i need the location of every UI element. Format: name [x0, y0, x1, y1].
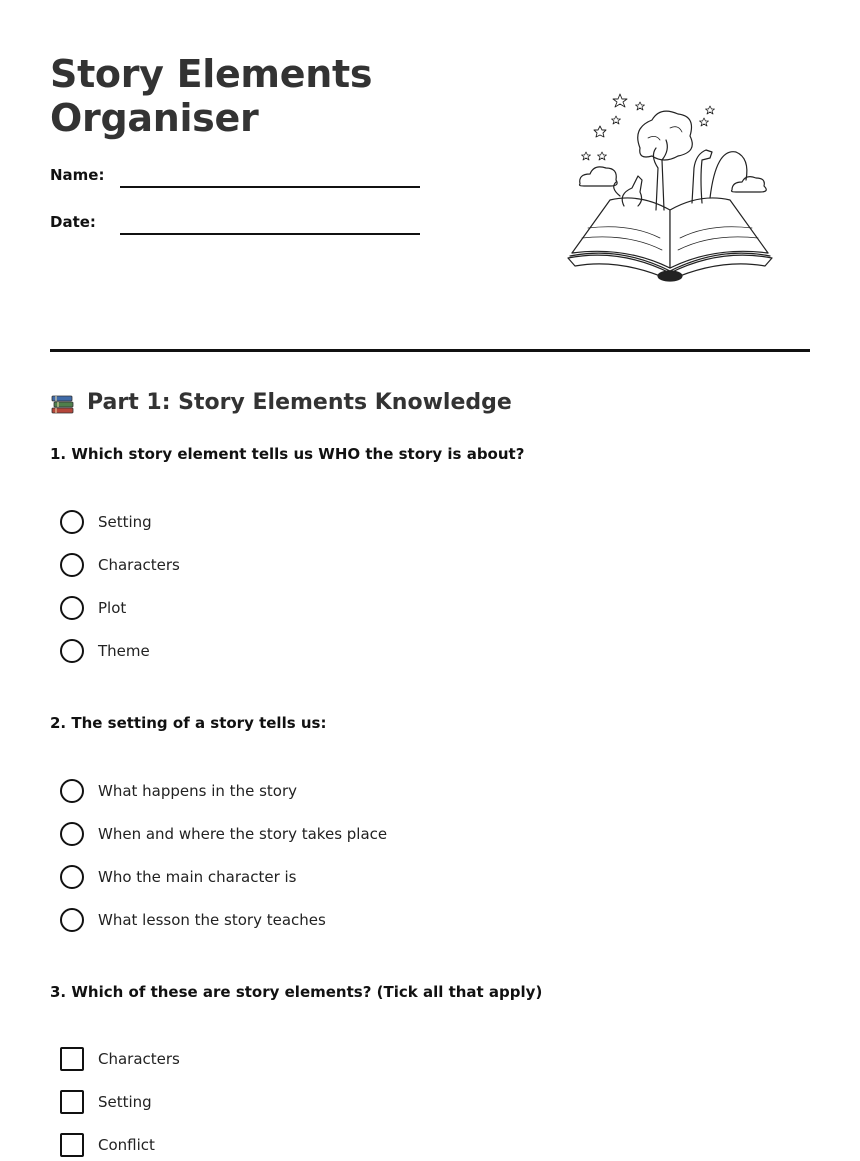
title-line-1: Story Elements: [50, 52, 373, 96]
option-label: Setting: [98, 1093, 152, 1111]
option-label: What lesson the story teaches: [98, 911, 326, 929]
question-3: 3. Which of these are story elements? (Tick all that apply): [50, 983, 543, 1001]
radio-button[interactable]: [60, 865, 84, 889]
option-label: Conflict: [98, 1136, 155, 1154]
q1-option-theme[interactable]: [60, 638, 150, 664]
option-label: Plot: [98, 599, 127, 617]
date-label: Date:: [50, 213, 96, 231]
q2-option-when-where[interactable]: [60, 821, 387, 847]
name-line[interactable]: [120, 186, 420, 188]
part-1-title-text: Part 1: Story Elements Knowledge: [87, 390, 512, 415]
q2-option-lesson[interactable]: [60, 907, 326, 933]
page-title: [50, 52, 372, 140]
option-label: Characters: [98, 1050, 180, 1068]
option-label: Setting: [98, 513, 152, 531]
option-label: Who the main character is: [98, 868, 297, 886]
option-label: When and where the story takes place: [98, 825, 388, 843]
option-label: Characters: [98, 556, 180, 574]
part-1-title: [50, 388, 512, 418]
checkbox[interactable]: [60, 1090, 84, 1114]
q1-option-setting[interactable]: [60, 509, 152, 535]
q2-option-main-character[interactable]: [60, 864, 297, 890]
q3-option-characters[interactable]: [60, 1046, 180, 1072]
name-field[interactable]: [50, 160, 430, 190]
question-1: 1. Which story element tells us WHO the story is about?: [50, 445, 525, 463]
radio-button[interactable]: [60, 639, 84, 663]
radio-button[interactable]: [60, 822, 84, 846]
question-2: 2. The setting of a story tells us:: [50, 714, 327, 732]
date-line[interactable]: [120, 233, 420, 235]
date-field[interactable]: [50, 207, 430, 237]
q1-option-characters[interactable]: [60, 552, 180, 578]
title-line-2: Organiser: [50, 96, 259, 140]
q3-option-setting[interactable]: [60, 1089, 152, 1115]
checkbox[interactable]: [60, 1133, 84, 1157]
radio-button[interactable]: [60, 553, 84, 577]
q3-option-conflict[interactable]: [60, 1132, 155, 1158]
radio-button[interactable]: [60, 908, 84, 932]
radio-button[interactable]: [60, 779, 84, 803]
radio-button[interactable]: [60, 510, 84, 534]
section-divider: [50, 349, 810, 352]
option-label: Theme: [98, 642, 150, 660]
name-label: Name:: [50, 166, 105, 184]
q2-option-what-happens[interactable]: [60, 778, 297, 804]
open-book-story-illustration-icon: [560, 88, 780, 288]
radio-button[interactable]: [60, 596, 84, 620]
option-label: What happens in the story: [98, 782, 297, 800]
checkbox[interactable]: [60, 1047, 84, 1071]
q1-option-plot[interactable]: [60, 595, 126, 621]
books-icon: [50, 390, 76, 416]
